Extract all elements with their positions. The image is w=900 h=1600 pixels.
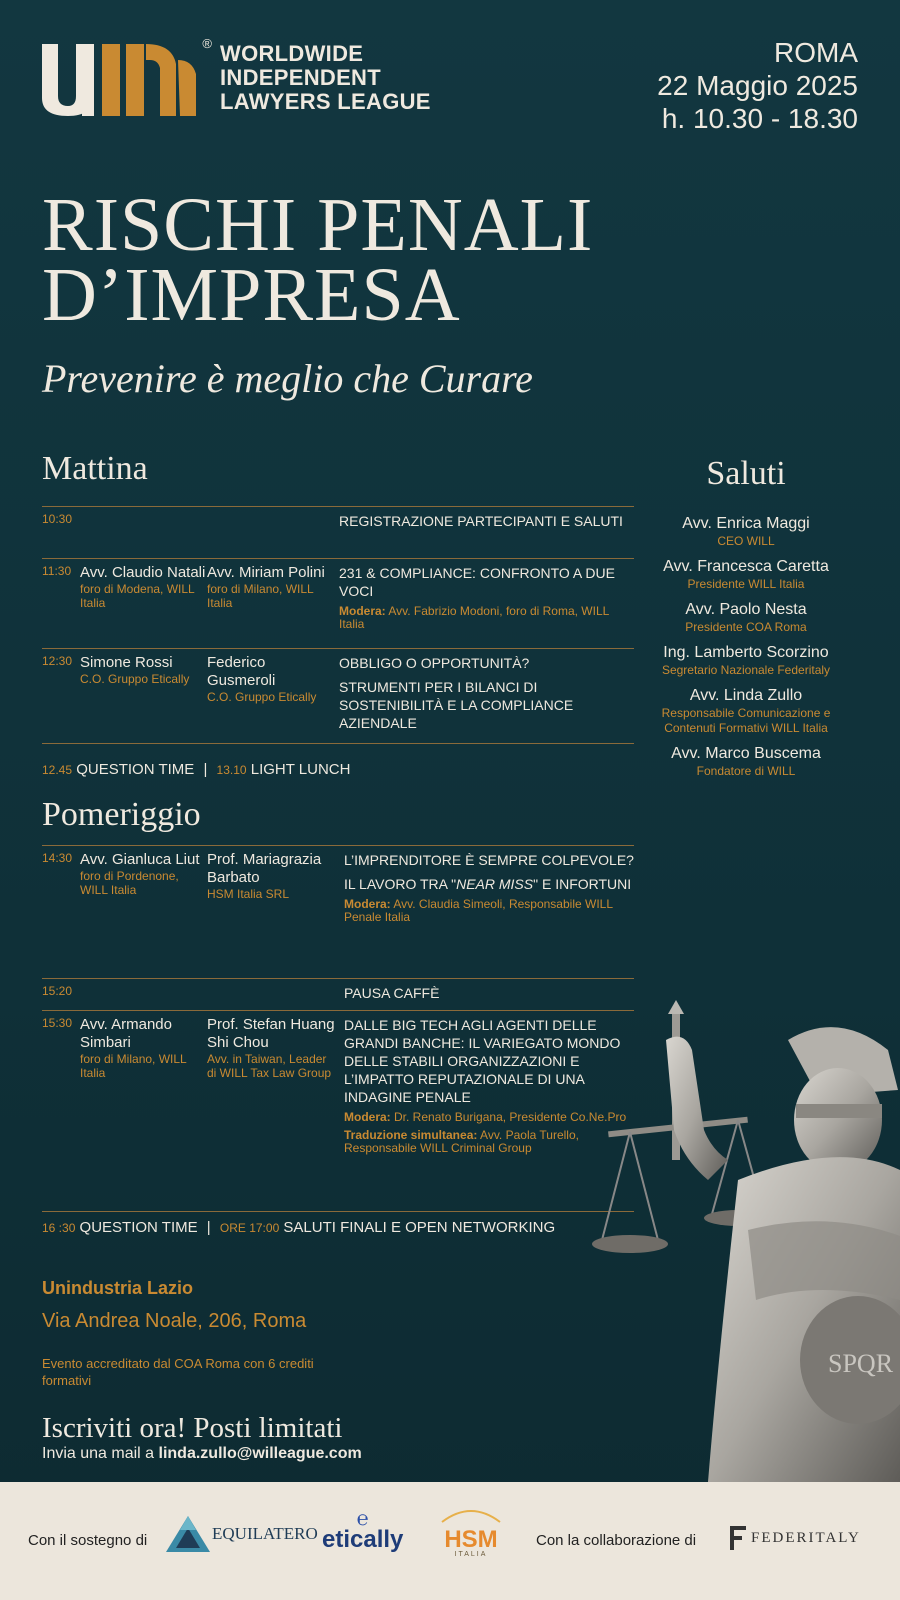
speaker-affiliation: Avv. in Taiwan, Leader di WILL Tax Law Group bbox=[207, 1052, 332, 1080]
hsm-logo: HSM ITALIA bbox=[438, 1506, 504, 1562]
registered-mark: ® bbox=[202, 36, 212, 51]
org-name: WORLDWIDE INDEPENDENT LAWYERS LEAGUE bbox=[220, 41, 431, 114]
mattina-schedule bbox=[42, 506, 634, 744]
row-topic: OBBLIGO O OPPORTUNITÀ? bbox=[339, 655, 530, 671]
schedule-row bbox=[42, 648, 634, 744]
event-hours: h. 10.30 - 18.30 bbox=[661, 103, 858, 134]
row-time: 10:30 bbox=[42, 512, 73, 526]
etically-e-icon: ℮ bbox=[356, 1508, 369, 1530]
speaker-affiliation: HSM Italia SRL bbox=[207, 887, 290, 901]
translation: Traduzione simultanea: Avv. Paola Turello, Responsabile WILL Criminal Group bbox=[344, 1128, 579, 1155]
cta-subline: Invia una mail a linda.zullo@willeague.com bbox=[42, 1445, 362, 1462]
schedule-row bbox=[42, 558, 634, 648]
row-topic: REGISTRAZIONE PARTECIPANTI E SALUTI bbox=[339, 513, 623, 529]
cta-heading: Iscriviti ora! Posti limitati bbox=[42, 1412, 343, 1444]
row-time: 14:30 bbox=[42, 851, 73, 865]
saluti-person: Avv. Linda Zullo Responsabile Comunicazione e Contenuti Formativi WILL Italia bbox=[661, 687, 831, 735]
federitaly-logo: FEDERITALY bbox=[728, 1526, 861, 1550]
sponsor-footer bbox=[0, 1482, 900, 1600]
mattina-break-line: 12.45 QUESTION TIME | 13.10 LIGHT LUNCH bbox=[42, 761, 351, 778]
event-city: ROMA bbox=[774, 37, 858, 68]
row-topic: PAUSA CAFFÈ bbox=[344, 985, 440, 1001]
event-subtitle: Prevenire è meglio che Curare bbox=[42, 356, 533, 401]
speaker-affiliation: foro di Modena, WILL Italia bbox=[80, 582, 195, 610]
event-title: RISCHI PENALI D’IMPRESA bbox=[42, 183, 594, 337]
speaker-name: Avv. Gianluca Liut bbox=[80, 851, 200, 868]
moderator: Modera: Avv. Fabrizio Modoni, foro di Roma, WILL Italia bbox=[339, 604, 609, 631]
credits-note: Evento accreditato dal COA Roma con 6 crediti formativi bbox=[42, 1356, 314, 1388]
contact-email-link[interactable]: linda.zullo@willeague.com bbox=[158, 1445, 362, 1462]
row-topic-secondary: IL LAVORO TRA "NEAR MISS" E INFORTUNI bbox=[344, 876, 632, 892]
venue-name: Unindustria Lazio bbox=[42, 1278, 194, 1298]
row-time: 15:20 bbox=[42, 984, 73, 998]
row-topic: DALLE BIG TECH AGLI AGENTI DELLE GRANDI BANCHE: IL VARIEGATO MONDO DELLE STABILI ORGANIZZAZIONI E L’IMPATTO REPUTAZIONALE DI UNA INDAGINE PENALE bbox=[344, 1017, 621, 1105]
speaker-name: Simone Rossi bbox=[80, 654, 173, 671]
saluti-person: Ing. Lamberto Scorzino Segretario Nazionale Federitaly bbox=[661, 644, 831, 677]
moderator: Modera: Avv. Claudia Simeoli, Responsabile WILL Penale Italia bbox=[344, 897, 613, 924]
lady-justice-statue-image bbox=[588, 1000, 900, 1482]
collab-label: Con la collaborazione di bbox=[536, 1532, 697, 1549]
speaker-name: Prof. Stefan Huang Shi Chou bbox=[207, 1016, 335, 1051]
equilatero-triangle-icon bbox=[166, 1516, 210, 1552]
speaker-name: Prof. Mariagrazia Barbato bbox=[207, 851, 322, 886]
moderator: Modera: Dr. Renato Burigana, Presidente Co.Ne.Pro bbox=[344, 1110, 627, 1124]
speaker-name: Avv. Armando Simbari bbox=[80, 1016, 172, 1051]
saluti-heading: Saluti bbox=[706, 455, 786, 492]
schedule-row bbox=[42, 978, 634, 1010]
saluti-list bbox=[640, 514, 852, 787]
row-time: 11:30 bbox=[42, 564, 72, 578]
equilatero-logo: EQUILATERO bbox=[166, 1516, 318, 1552]
row-topic: 231 & COMPLIANCE: CONFRONTO A DUE VOCI bbox=[339, 565, 615, 599]
mattina-heading: Mattina bbox=[42, 450, 148, 487]
row-time: 12:30 bbox=[42, 654, 73, 668]
schedule-row bbox=[42, 1010, 634, 1212]
venue-address: Via Andrea Noale, 206, Roma bbox=[42, 1310, 307, 1332]
speaker-name: Avv. Claudio Natali bbox=[80, 564, 206, 581]
speaker-affiliation: C.O. Gruppo Etically bbox=[80, 672, 190, 686]
event-meta bbox=[657, 36, 858, 135]
saluti-person: Avv. Enrica Maggi CEO WILL bbox=[682, 515, 810, 548]
hsm-arc-icon bbox=[438, 1506, 504, 1524]
row-topic: L’IMPRENDITORE È SEMPRE COLPEVOLE? bbox=[344, 852, 634, 868]
will-monogram-icon bbox=[42, 36, 212, 116]
etically-logo: ℮ etically bbox=[322, 1508, 404, 1553]
support-label: Con il sostegno di bbox=[28, 1532, 148, 1549]
speaker-affiliation: foro di Milano, WILL Italia bbox=[207, 582, 314, 610]
will-logo bbox=[42, 36, 431, 116]
event-date: 22 Maggio 2025 bbox=[657, 70, 858, 101]
row-time: 15:30 bbox=[42, 1016, 73, 1030]
saluti-person: Avv. Marco Buscema Fondatore di WILL bbox=[671, 745, 821, 778]
shield-spqr-text: SPQR bbox=[828, 1349, 894, 1378]
pomeriggio-schedule bbox=[42, 845, 634, 1212]
schedule-row bbox=[42, 845, 634, 978]
schedule-row bbox=[42, 506, 634, 558]
federitaly-f-icon bbox=[728, 1526, 748, 1550]
saluti-person: Avv. Paolo Nesta Presidente COA Roma bbox=[685, 601, 807, 634]
pomeriggio-heading: Pomeriggio bbox=[42, 796, 201, 833]
speaker-affiliation: C.O. Gruppo Etically bbox=[207, 690, 317, 704]
speaker-affiliation: foro di Pordenone, WILL Italia bbox=[80, 869, 179, 897]
speaker-name: Avv. Miriam Polini bbox=[207, 564, 325, 581]
row-topic-secondary: STRUMENTI PER I BILANCI DI SOSTENIBILITÀ E LA COMPLIANCE AZIENDALE bbox=[339, 679, 574, 731]
speaker-name: Federico Gusmeroli bbox=[207, 654, 276, 689]
saluti-person: Avv. Francesca Caretta Presidente WILL Italia bbox=[663, 558, 829, 591]
pomeriggio-break-line: 16 :30 QUESTION TIME | ORE 17:00 SALUTI FINALI E OPEN NETWORKING bbox=[42, 1219, 556, 1236]
speaker-affiliation: foro di Milano, WILL Italia bbox=[80, 1052, 187, 1080]
